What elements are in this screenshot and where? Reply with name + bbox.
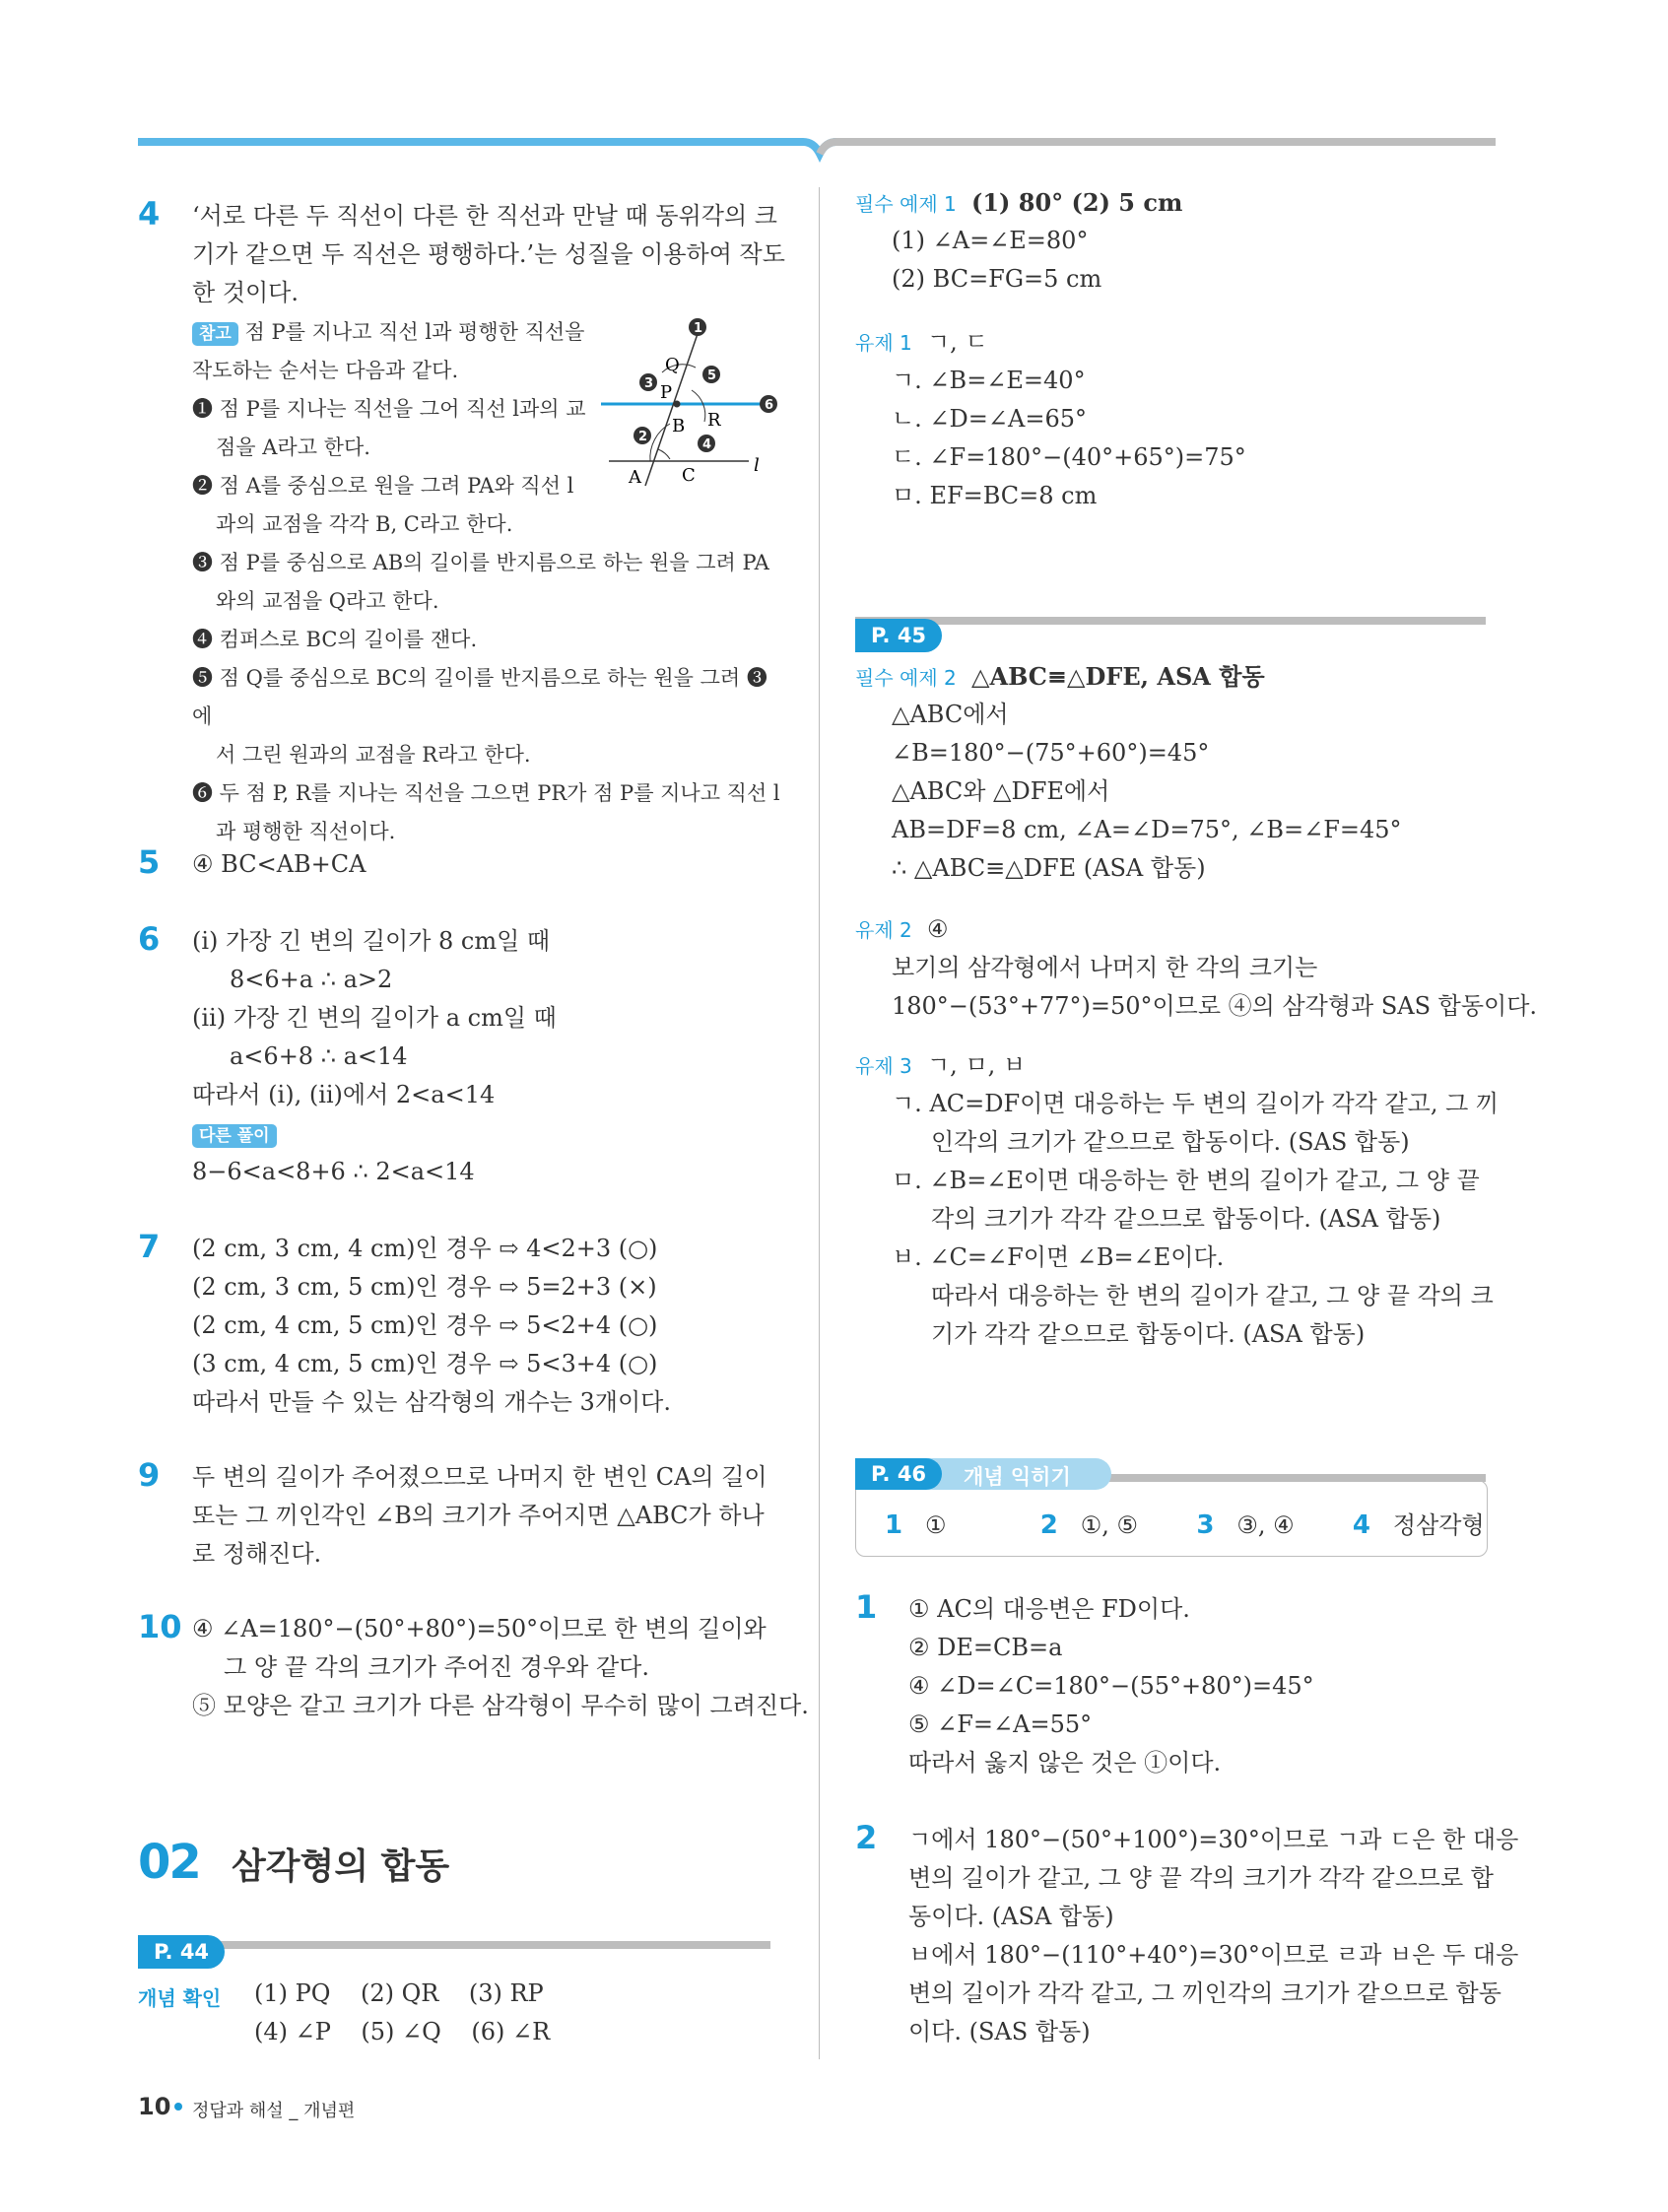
p46-answer-value: 정삼각형 [1392,1511,1485,1539]
t3-line: 인각의 크기가 같으므로 합동이다. (SAS 합동) [931,1128,1410,1156]
example2-body [892,696,1402,888]
ref-line: ❶ 점 P를 지나는 직선을 그어 직선 l과의 교 [192,397,586,421]
example2-answer: △ABC≡△DFE, ASA 합동 [971,662,1265,691]
ref-line: ❷ 점 A를 중심으로 원을 그려 PA와 직선 l [192,474,574,498]
ref-line: 작도하는 순서는 다음과 같다. [192,359,459,382]
header-bar [0,128,1668,168]
p46-answer-number: 2 [1039,1510,1058,1540]
q7-body [192,1230,671,1422]
q7-line: (2 cm, 4 cm, 5 cm)인 경우 ⇨ 5<2+4 (○) [192,1311,658,1339]
alt-solution-badge: 다른 풀이 [192,1124,277,1148]
t1-body [892,362,1246,515]
label-Q: Q [665,355,680,375]
t3-line: 각의 크기가 각각 같으므로 합동이다. (ASA 합동) [931,1205,1441,1233]
t3-line: ㄱ. AC=DF이면 대응하는 두 변의 길이가 각각 같고, 그 끼 [892,1090,1500,1117]
q10-line: 그 양 끝 각의 크기가 주어진 경우와 같다. [224,1653,649,1681]
r2-line: ㄱ에서 180°−(50°+100°)=30°이므로 ㄱ과 ㄷ은 한 대응 [908,1826,1519,1853]
example2-line: ∠B=180°−(75°+60°)=45° [892,739,1210,767]
t1-answer: ㄱ, ㄷ [927,328,988,356]
p44-item: (4) ∠P [254,2018,331,2045]
t1-line: ㄴ. ∠D=∠A=65° [892,405,1087,433]
p45-rule [855,617,1486,625]
r1-line: ① AC의 대응변은 FD이다. [908,1595,1190,1623]
concept-check-label: 개념 확인 [138,1986,222,2010]
section-number: 02 [138,1835,200,1890]
q10-line: ④ ∠A=180°−(50°+80°)=50°이므로 한 변의 길이와 [192,1615,767,1642]
p44-item: (6) ∠R [471,2018,551,2045]
marker-5: 5 [707,369,717,383]
t1-label: 유제 1 [855,331,912,355]
q5-number: 5 [138,843,161,881]
q7-line: (2 cm, 3 cm, 5 cm)인 경우 ⇨ 5=2+3 (×) [192,1273,657,1301]
q7-line: 따라서 만들 수 있는 삼각형의 개수는 3개이다. [192,1388,671,1416]
r1-number: 1 [855,1588,878,1626]
p46-answer-value: ① [924,1511,947,1539]
footer-text: 정답과 해설 _ 개념편 [192,2101,356,2121]
q4-number: 4 [138,195,161,233]
q7-number: 7 [138,1228,161,1265]
marker-4: 4 [702,437,712,452]
example1-line: (2) BC=FG=5 cm [892,265,1102,293]
r2-line: ㅂ에서 180°−(110°+40°)=30°이므로 ㄹ과 ㅂ은 두 대응 [908,1941,1519,1969]
p44-item: (1) PQ [254,1979,331,2007]
r2-body [908,1821,1518,2051]
p46-badge: P. 46 [855,1458,942,1490]
p46-answer-number: 4 [1352,1510,1370,1540]
t3-label: 유제 3 [855,1054,912,1078]
q4-line: 한 것이다. [192,279,299,306]
t2-body [892,949,1537,1026]
label-A: A [629,467,641,488]
r2-line: 이다. (SAS 합동) [908,2018,1091,2045]
t3-body [892,1085,1499,1354]
t1-line: ㄷ. ∠F=180°−(40°+65°)=75° [892,443,1246,471]
q9-body [192,1458,767,1574]
marker-3: 3 [644,376,654,391]
q4-body [192,197,785,312]
r1-line: ④ ∠D=∠C=180°−(55°+80°)=45° [908,1672,1314,1700]
r1-line: ② DE=CB=a [908,1634,1063,1661]
q6-alt-line: 8−6<a<8+6 ∴ 2<a<14 [192,1158,475,1185]
p44-rule [138,1941,770,1949]
example1-answer: (1) 80° (2) 5 cm [971,188,1183,217]
t3-answer: ㄱ, ㅁ, ㅂ [927,1051,1027,1079]
p44-row [254,1975,544,2013]
t2-line: 보기의 삼각형에서 나머지 한 각의 크기는 [892,954,1318,981]
ref-line: ❻ 두 점 P, R를 지나는 직선을 그으면 PR가 점 P를 지나고 직선 l [192,781,780,805]
q7-line: (2 cm, 3 cm, 4 cm)인 경우 ⇨ 4<2+3 (○) [192,1235,658,1262]
q9-number: 9 [138,1456,161,1494]
section-title: 삼각형의 합동 [232,1846,450,1887]
label-R: R [707,410,721,431]
t1-line: ㅁ. EF=BC=8 cm [892,482,1098,509]
example2-line: ∴ △ABC≡△DFE (ASA 합동) [892,854,1206,882]
t3-line: ㅂ. ∠C=∠F이면 ∠B=∠E이다. [892,1243,1225,1271]
p44-item: (5) ∠Q [361,2018,441,2045]
t1-header [855,323,988,363]
p44-item: (2) QR [360,1979,439,2007]
label-B: B [672,416,686,436]
ref-line: 과의 교점을 각각 B, C라고 한다. [216,512,513,536]
r1-body [908,1590,1314,1782]
p45-badge: P. 45 [855,619,942,652]
example1-body [892,222,1101,299]
t2-line: 180°−(53°+77°)=50°이므로 ④의 삼각형과 SAS 합동이다. [892,992,1538,1020]
q6-line: a<6+8 ∴ a<14 [230,1042,408,1070]
example2-line: △ABC에서 [892,701,1009,728]
r2-number: 2 [855,1819,878,1856]
p46-answer-value: ①, ⑤ [1080,1511,1139,1539]
p46-answer-number: 1 [885,1510,903,1540]
t3-header [855,1046,1026,1086]
column-divider [819,187,820,2059]
t2-label: 유제 2 [855,918,912,942]
t2-header [855,910,949,950]
r1-line: 따라서 옳지 않은 것은 ①이다. [908,1749,1222,1776]
p44-badge: P. 44 [138,1935,225,1969]
example2-line: △ABC와 △DFE에서 [892,777,1110,805]
q6-line: 따라서 (ⅰ), (ⅱ)에서 2<a<14 [192,1081,496,1108]
q10-body [192,1610,809,1725]
q10-number: 10 [138,1608,182,1645]
q4-line: ‘서로 다른 두 직선이 다른 한 직선과 만날 때 동위각의 크 [192,202,777,230]
r2-line: 동이다. (ASA 합동) [908,1903,1114,1930]
p44-row [254,2013,550,2051]
q9-line: 두 변의 길이가 주어졌으므로 나머지 한 변인 CA의 길이 [192,1463,767,1491]
q6-body [192,922,557,1191]
example2-header [855,657,1265,698]
marker-6: 6 [765,398,774,413]
marker-2: 2 [638,430,648,444]
q5-answer: ④ BC<AB+CA [192,850,367,878]
t2-answer: ④ [927,915,949,943]
r2-line: 변의 길이가 각각 같고, 그 끼인각의 크기가 같으므로 합동 [908,1979,1501,2007]
q6-line: (ⅰ) 가장 긴 변의 길이가 8 cm일 때 [192,927,551,955]
example2-label: 필수 예제 2 [855,666,957,690]
construction-diagram [601,313,778,501]
p46-answers [885,1507,1485,1545]
ref-badge: 참고 [192,322,238,346]
label-P: P [660,382,673,403]
label-C: C [682,465,696,486]
p46-title: 개념 익히기 [964,1465,1071,1489]
q7-line: (3 cm, 4 cm, 5 cm)인 경우 ⇨ 5<3+4 (○) [192,1350,658,1377]
t3-line: 따라서 대응하는 한 변의 길이가 같고, 그 양 끝 각의 크 [931,1282,1494,1309]
example1-line: (1) ∠A=∠E=80° [892,227,1089,254]
page-number: 10 [138,2093,171,2120]
ref-line: ❺ 점 Q를 중심으로 BC의 길이를 반지름으로 하는 원을 그려 ❸에 [192,666,767,728]
r1-line: ⑤ ∠F=∠A=55° [908,1710,1093,1738]
example1-label: 필수 예제 1 [855,192,957,216]
t1-line: ㄱ. ∠B=∠E=40° [892,367,1086,394]
q9-line: 로 정해진다. [192,1540,322,1568]
r2-line: 변의 길이가 같고, 그 양 끝 각의 크기가 각각 같으므로 합 [908,1864,1494,1892]
example1-header [855,183,1182,224]
footer-dot [174,2103,182,2111]
p46-answer-number: 3 [1196,1510,1215,1540]
p46-answer-value: ③, ④ [1236,1511,1295,1539]
t3-line: 기가 각각 같으므로 합동이다. (ASA 합동) [931,1320,1366,1348]
q6-line: 8<6+a ∴ a>2 [230,966,393,993]
t3-line: ㅁ. ∠B=∠E이면 대응하는 한 변의 길이가 같고, 그 양 끝 [892,1167,1480,1194]
ref-line: 서 그린 원과의 교점을 R라고 한다. [216,743,531,767]
q10-line: ⑤ 모양은 같고 크기가 다른 삼각형이 무수히 많이 그려진다. [192,1692,809,1719]
ref-line: 점을 A라고 한다. [216,436,370,459]
ref-line: 점 P를 지나고 직선 l과 평행한 직선을 [244,320,585,344]
ref-line: ❹ 컴퍼스로 BC의 길이를 잰다. [192,628,478,651]
q6-line: (ⅱ) 가장 긴 변의 길이가 a cm일 때 [192,1004,557,1032]
q4-line: 기가 같으면 두 직선은 평행하다.’는 성질을 이용하여 작도 [192,240,785,268]
q9-line: 또는 그 끼인각인 ∠B의 크기가 주어지면 △ABC가 하나 [192,1502,765,1529]
q6-number: 6 [138,920,161,958]
ref-line: ❸ 점 P를 중심으로 AB의 길이를 반지름으로 하는 원을 그려 PA [192,551,769,574]
label-l: l [754,455,760,476]
ref-line: 와의 교점을 Q라고 한다. [216,589,439,613]
example2-line: AB=DF=8 cm, ∠A=∠D=75°, ∠B=∠F=45° [892,816,1402,843]
ref-line: 과 평행한 직선이다. [216,820,396,843]
p44-item: (3) RP [468,1979,544,2007]
marker-1: 1 [694,321,703,336]
